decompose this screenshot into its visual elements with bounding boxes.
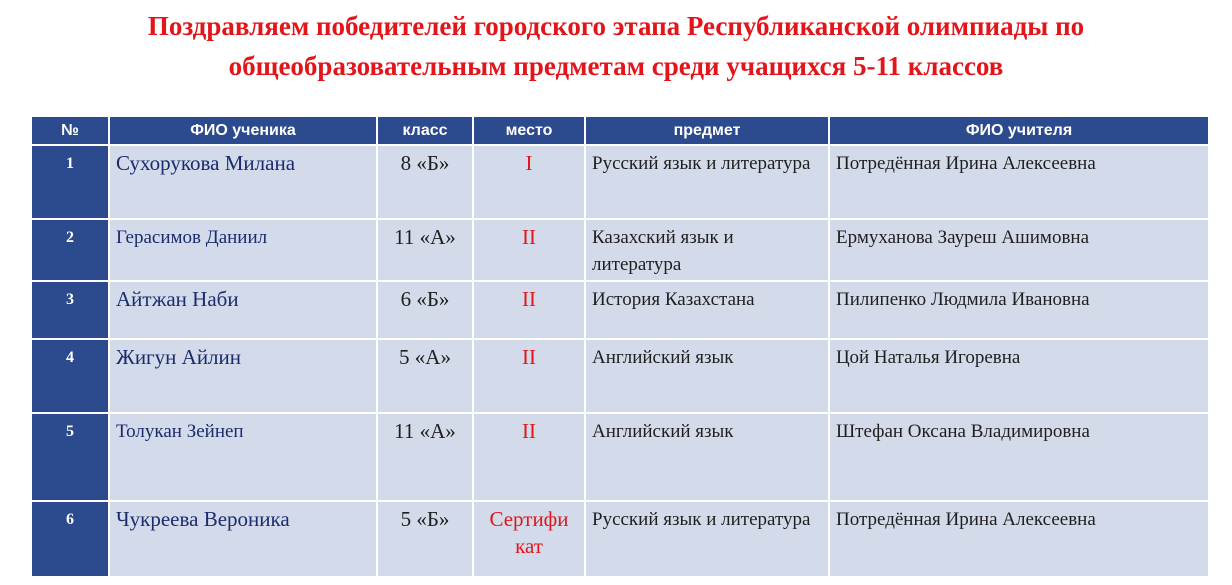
student-class: 8 «Б» [377, 145, 473, 219]
row-number: 6 [31, 501, 109, 577]
student-name: Сухорукова Милана [109, 145, 377, 219]
place-award: II [473, 219, 585, 281]
table-row [31, 339, 1209, 413]
place-award: II [473, 413, 585, 501]
teacher-name: Ермуханова Зауреш Ашимовна [829, 219, 1209, 281]
title-line-2: общеобразовательным предметам среди учащихся 5-11 классов [228, 51, 1004, 81]
subject: Английский язык [585, 413, 829, 501]
page-title [20, 6, 1212, 86]
row-number: 4 [31, 339, 109, 413]
table-row [31, 219, 1209, 281]
header-number: № [31, 116, 109, 145]
student-name: Чукреева Вероника [109, 501, 377, 577]
teacher-name: Пилипенко Людмила Ивановна [829, 281, 1209, 339]
student-name: Герасимов Даниил [109, 219, 377, 281]
header-student: ФИО ученика [109, 116, 377, 145]
table-row [31, 413, 1209, 501]
teacher-name: Потредённая Ирина Алексеевна [829, 145, 1209, 219]
place-award: II [473, 339, 585, 413]
table-row [31, 145, 1209, 219]
student-class: 6 «Б» [377, 281, 473, 339]
row-number: 1 [31, 145, 109, 219]
table-row [31, 501, 1209, 577]
subject: Русский язык и литература [585, 501, 829, 577]
subject: Казахский язык и литература [585, 219, 829, 281]
subject: История Казахстана [585, 281, 829, 339]
results-table [30, 115, 1210, 578]
row-number: 2 [31, 219, 109, 281]
table-row [31, 281, 1209, 339]
student-name: Толукан Зейнеп [109, 413, 377, 501]
header-class: класс [377, 116, 473, 145]
place-award: Сертифи кат [473, 501, 585, 577]
student-class: 5 «Б» [377, 501, 473, 577]
row-number: 5 [31, 413, 109, 501]
header-teacher: ФИО учителя [829, 116, 1209, 145]
student-class: 5 «А» [377, 339, 473, 413]
place-award: I [473, 145, 585, 219]
teacher-name: Штефан Оксана Владимировна [829, 413, 1209, 501]
header-place: место [473, 116, 585, 145]
table-header-row [31, 116, 1209, 145]
title-line-1: Поздравляем победителей городского этапа Республиканской олимпиады по [147, 11, 1085, 41]
place-award: II [473, 281, 585, 339]
student-class: 11 «А» [377, 219, 473, 281]
subject: Русский язык и литература [585, 145, 829, 219]
row-number: 3 [31, 281, 109, 339]
header-subject: предмет [585, 116, 829, 145]
student-name: Жигун Айлин [109, 339, 377, 413]
student-class: 11 «А» [377, 413, 473, 501]
teacher-name: Потредённая Ирина Алексеевна [829, 501, 1209, 577]
subject: Английский язык [585, 339, 829, 413]
student-name: Айтжан Наби [109, 281, 377, 339]
teacher-name: Цой Наталья Игоревна [829, 339, 1209, 413]
